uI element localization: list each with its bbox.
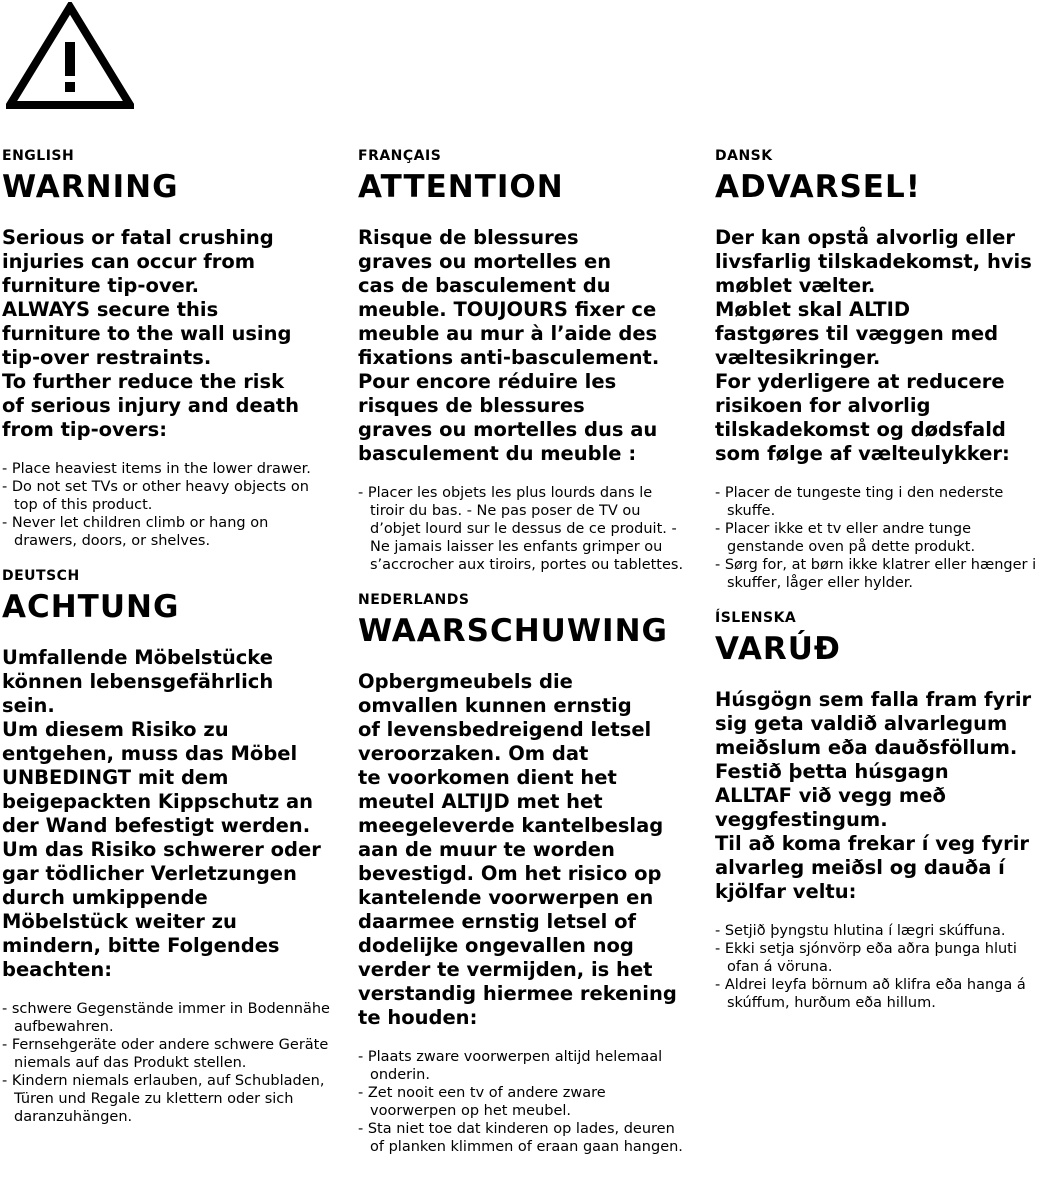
- instruction-item: - Placer les objets les plus lourds dans le tiroir du bas. - Ne pas poser de TV ou d’objet lourd sur le dessus de ce produit. - Ne jamais laisser les enfants grimper ou s’accrocher aux tiroirs, portes ou tablettes.: [358, 485, 684, 573]
- instruction-item: - schwere Gegenstände immer in Bodennähe aufbewahren.: [2, 1001, 330, 1035]
- instruction-item: - Sørg for, at børn ikke klatrer eller hænger i skuffer, låger eller hylder.: [715, 557, 1037, 591]
- instruction-item: - Ekki setja sjónvörp eða aðra þunga hluti ofan á vöruna.: [715, 941, 1017, 975]
- instruction-item: - Plaats zware voorwerpen altijd helemaal onderin.: [358, 1049, 663, 1083]
- instruction-item: - Fernsehgeräte oder andere schwere Geräte niemals auf das Produkt stellen.: [2, 1037, 329, 1071]
- warning-body: Húsgögn sem falla fram fyrir sig geta valdið alvarlegum meiðslum eða dauðsföllum. Festið þetta húsgagn ALLTAF við vegg með veggfestingum. Til að koma frekar í veg fyrir alvarleg meiðsl og dauða í kjölfar veltu:: [715, 688, 1032, 903]
- language-label: FRANÇAIS: [358, 148, 442, 164]
- warning-heading: ACHTUNG: [2, 589, 180, 625]
- section-deutsch: [2, 568, 332, 1126]
- language-label: DANSK: [715, 148, 773, 164]
- instruction-item: - Setjið þyngstu hlutina í lægri skúffuna.: [715, 923, 1006, 939]
- warning-heading: WAARSCHUWING: [358, 613, 668, 649]
- section-dansk: [715, 148, 1044, 592]
- instruction-item: - Placer ikke et tv eller andre tunge genstande oven på dette produkt.: [715, 521, 976, 555]
- instruction-list: [715, 484, 1044, 592]
- instruction-list: [2, 460, 332, 550]
- section-nederlands: [358, 592, 688, 1156]
- column-right: [715, 148, 1044, 1012]
- warning-heading: WARNING: [2, 169, 179, 205]
- instruction-item: - Do not set TVs or other heavy objects on top of this product.: [2, 479, 309, 513]
- instruction-item: - Place heaviest items in the lower drawer.: [2, 461, 311, 477]
- section-francais: [358, 148, 688, 574]
- instruction-item: - Never let children climb or hang on drawers, doors, or shelves.: [2, 515, 269, 549]
- warning-triangle-icon: [6, 2, 134, 110]
- warning-heading: ADVARSEL!: [715, 169, 921, 205]
- instruction-list: [358, 1048, 688, 1156]
- instruction-item: - Sta niet toe dat kinderen op lades, deuren of planken klimmen of eraan gaan hangen.: [358, 1121, 683, 1155]
- warning-body: Opbergmeubels die omvallen kunnen ernstig of levensbedreigend letsel veroorzaken. Om dat te voorkomen dient het meutel ALTIJD met het meegeleverde kantelbeslag aan de muur te worden bevestigd. Om het risico op kantelende voorwerpen en daarmee ernstig letsel of dodelijke ongevallen nog verder te vermijden, is het verstandig hiermee rekening te houden:: [358, 670, 677, 1029]
- section-english: [2, 148, 332, 550]
- instruction-list: [2, 1000, 332, 1126]
- warning-heading: ATTENTION: [358, 169, 564, 205]
- language-label: ENGLISH: [2, 148, 75, 164]
- instruction-list: [715, 922, 1044, 1012]
- instruction-item: - Kindern niemals erlauben, auf Schubladen, Türen und Regale zu klettern oder sich daranzuhängen.: [2, 1073, 325, 1125]
- warning-body: Serious or fatal crushing injuries can occur from furniture tip-over. ALWAYS secure this furniture to the wall using tip-over restraints. To further reduce the risk of serious injury and death from tip-overs:: [2, 226, 300, 441]
- warning-body: Risque de blessures graves ou mortelles en cas de basculement du meuble. TOUJOURS fixer ce meuble au mur à l’aide des fixations anti-basculement. Pour encore réduire les risques de blessures graves ou mortelles dus au basculement du meuble :: [358, 226, 660, 465]
- instruction-item: - Aldrei leyfa börnum að klifra eða hanga á skúffum, hurðum eða hillum.: [715, 977, 1026, 1011]
- section-islenska: [715, 610, 1044, 1012]
- warning-body: Der kan opstå alvorlig eller livsfarlig tilskadekomst, hvis møblet vælter. Møblet skal ALTID fastgøres til væggen med væltesikringer. For yderligere at reducere risikoen for alvorlig tilskadekomst og dødsfald som følge af vælteulykker:: [715, 226, 1032, 465]
- column-left: [2, 148, 332, 1126]
- language-label: NEDERLANDS: [358, 592, 470, 608]
- instruction-list: [358, 484, 688, 574]
- instruction-item: - Placer de tungeste ting i den nederste skuffe.: [715, 485, 1004, 519]
- instruction-item: - Zet nooit een tv of andere zware voorwerpen op het meubel.: [358, 1085, 606, 1119]
- warning-heading: VARÚÐ: [715, 631, 841, 667]
- column-middle: [358, 148, 688, 1156]
- warning-body: Umfallende Möbelstücke können lebensgefährlich sein. Um diesem Risiko zu entgehen, muss das Möbel UNBEDINGT mit dem beigepackten Kippschutz an der Wand befestigt werden. Um das Risiko schwerer oder gar tödlicher Verletzungen durch umkippende Möbelstück weiter zu mindern, bitte Folgendes beachten:: [2, 646, 321, 981]
- language-label: ÍSLENSKA: [715, 610, 797, 626]
- language-label: DEUTSCH: [2, 568, 80, 584]
